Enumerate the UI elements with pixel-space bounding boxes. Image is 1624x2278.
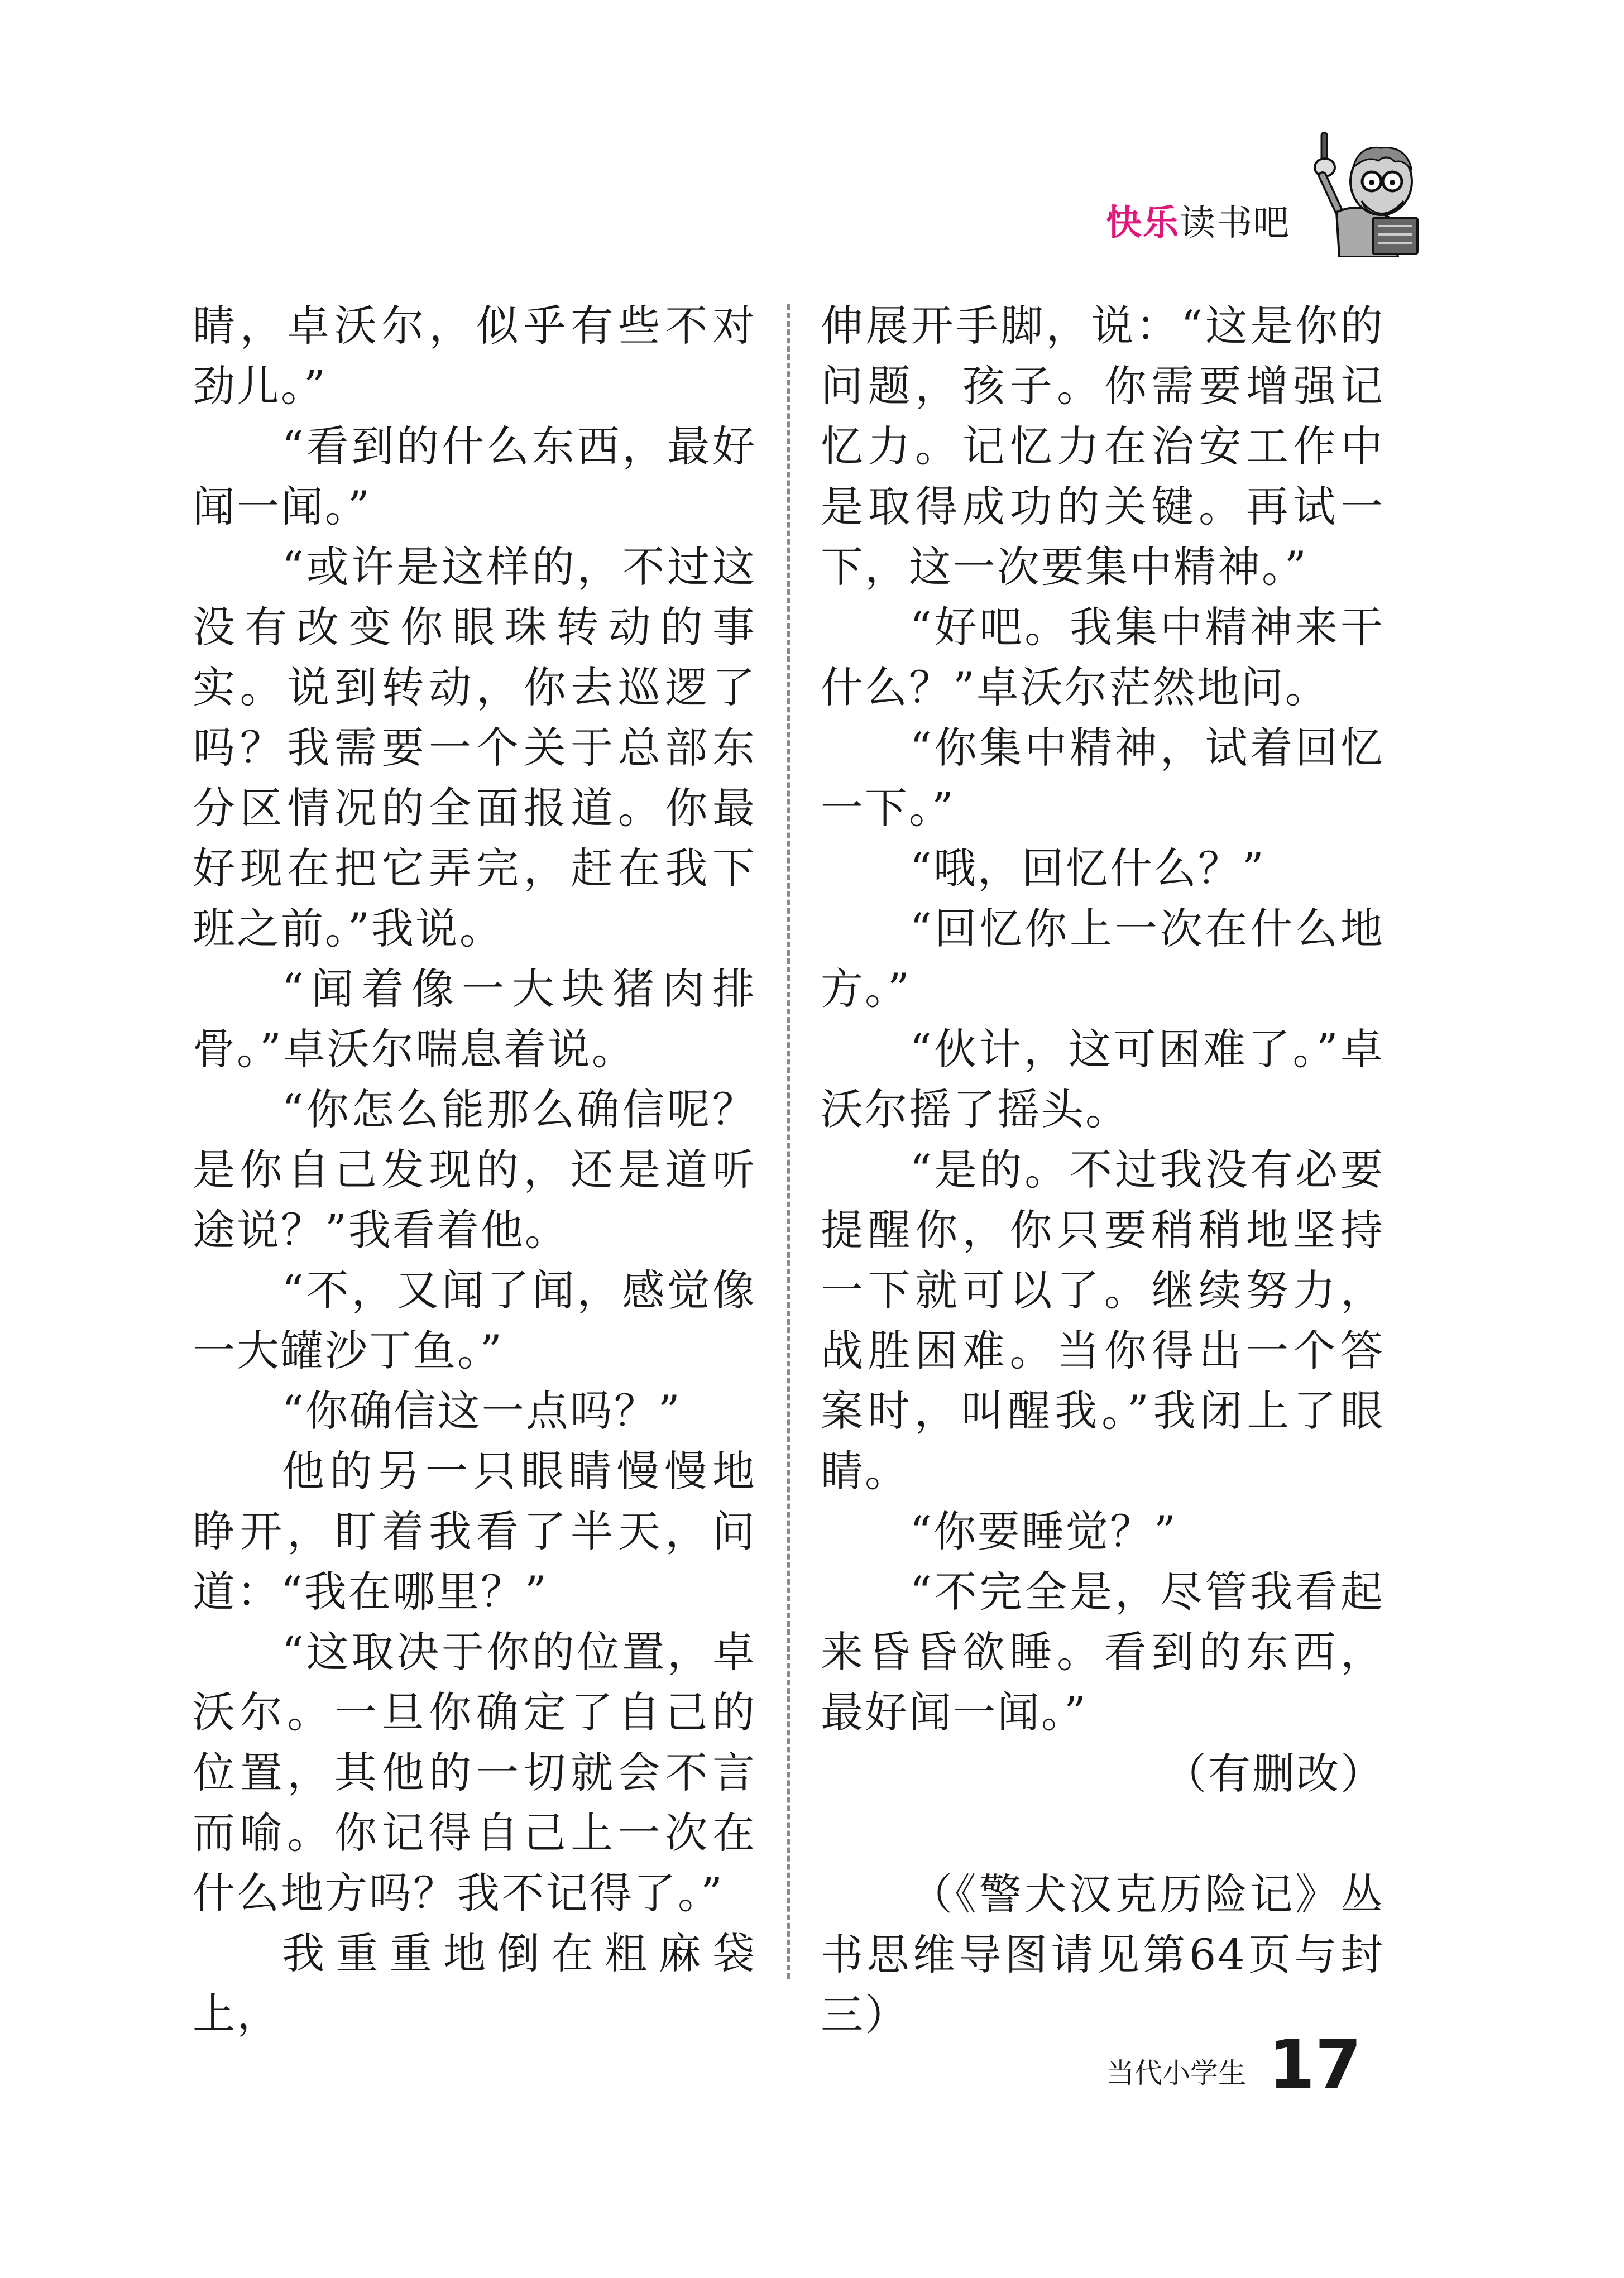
- page-number: 17: [1268, 2026, 1362, 2104]
- reading-professor-mascot-icon: [1306, 128, 1423, 257]
- column-title-accent: 快乐: [1106, 203, 1180, 244]
- paragraph: “伙计，这可困难了。”卓沃尔摇了摇头。: [821, 1024, 1385, 1134]
- page-header: [1106, 128, 1423, 257]
- paragraph: “看到的什么东西，最好闻一闻。”: [193, 421, 756, 531]
- paragraph: “你怎么能那么确信呢？是你自己发现的，还是道听途说？”我看着他。: [193, 1085, 756, 1255]
- paragraph: 他的另一只眼睛慢慢地睁开，盯着我看了半天，问道：“我在哪里？”: [193, 1446, 756, 1617]
- magazine-name: 当代小学生: [1106, 2057, 1246, 2089]
- paragraph: “是的。不过我没有必要提醒你，你只要稍稍地坚持一下就可以了。继续努力，战胜困难。当你得出一个答案时，叫醒我。”我闭上了眼睛。: [821, 1145, 1385, 1496]
- page-footer: [1106, 2026, 1362, 2104]
- paragraph: “你集中精神，试着回忆一下。”: [821, 723, 1385, 833]
- reference-note: （《警犬汉克历险记》丛书思维导图请见第64页与封三）: [821, 1869, 1385, 2040]
- paragraph: “哦，回忆什么？”: [910, 843, 1266, 893]
- right-text-column: [821, 296, 1385, 2045]
- paragraph: “这取决于你的位置，卓沃尔。一旦你确定了自己的位置，其他的一切就会不言而喻。你记得自己上一次在什么地方吗？我不记得了。”: [193, 1627, 756, 1918]
- edit-note: （有删改）: [1164, 1749, 1385, 1799]
- paragraph: 睛，卓沃尔，似乎有些不对劲儿。”: [193, 301, 756, 411]
- paragraph: 我重重地倒在粗麻袋上，: [193, 1929, 756, 2039]
- paragraph: 伸展开手脚，说：“这是你的问题，孩子。你需要增强记忆力。记忆力在治安工作中是取得成功的关键。再试一下，这一次要集中精神。”: [821, 301, 1385, 592]
- paragraph: “你要睡觉？”: [910, 1507, 1177, 1556]
- paragraph: “闻着像一大块猪肉排骨。”卓沃尔喘息着说。: [193, 964, 756, 1074]
- paragraph: “回忆你上一次在什么地方。”: [821, 904, 1385, 1014]
- paragraph: “你确信这一点吗？”: [282, 1386, 682, 1436]
- paragraph: “不完全是，尽管我看起来昏昏欲睡。看到的东西，最好闻一闻。”: [821, 1567, 1385, 1737]
- column-title: [1106, 194, 1290, 246]
- paragraph: “不，又闻了闻，感觉像一大罐沙丁鱼。”: [193, 1265, 756, 1375]
- column-title-rest: 读书吧: [1180, 203, 1290, 244]
- paragraph: “或许是这样的，不过这没有改变你眼珠转动的事实。说到转动，你去巡逻了吗？我需要一个关于总部东分区情况的全面报道。你最好现在把它弄完，赶在我下班之前。”我说。: [193, 542, 756, 953]
- column-divider: [787, 304, 790, 1979]
- paragraph: “好吧。我集中精神来干什么？”卓沃尔茫然地问。: [821, 602, 1385, 712]
- left-text-column: [193, 296, 756, 2044]
